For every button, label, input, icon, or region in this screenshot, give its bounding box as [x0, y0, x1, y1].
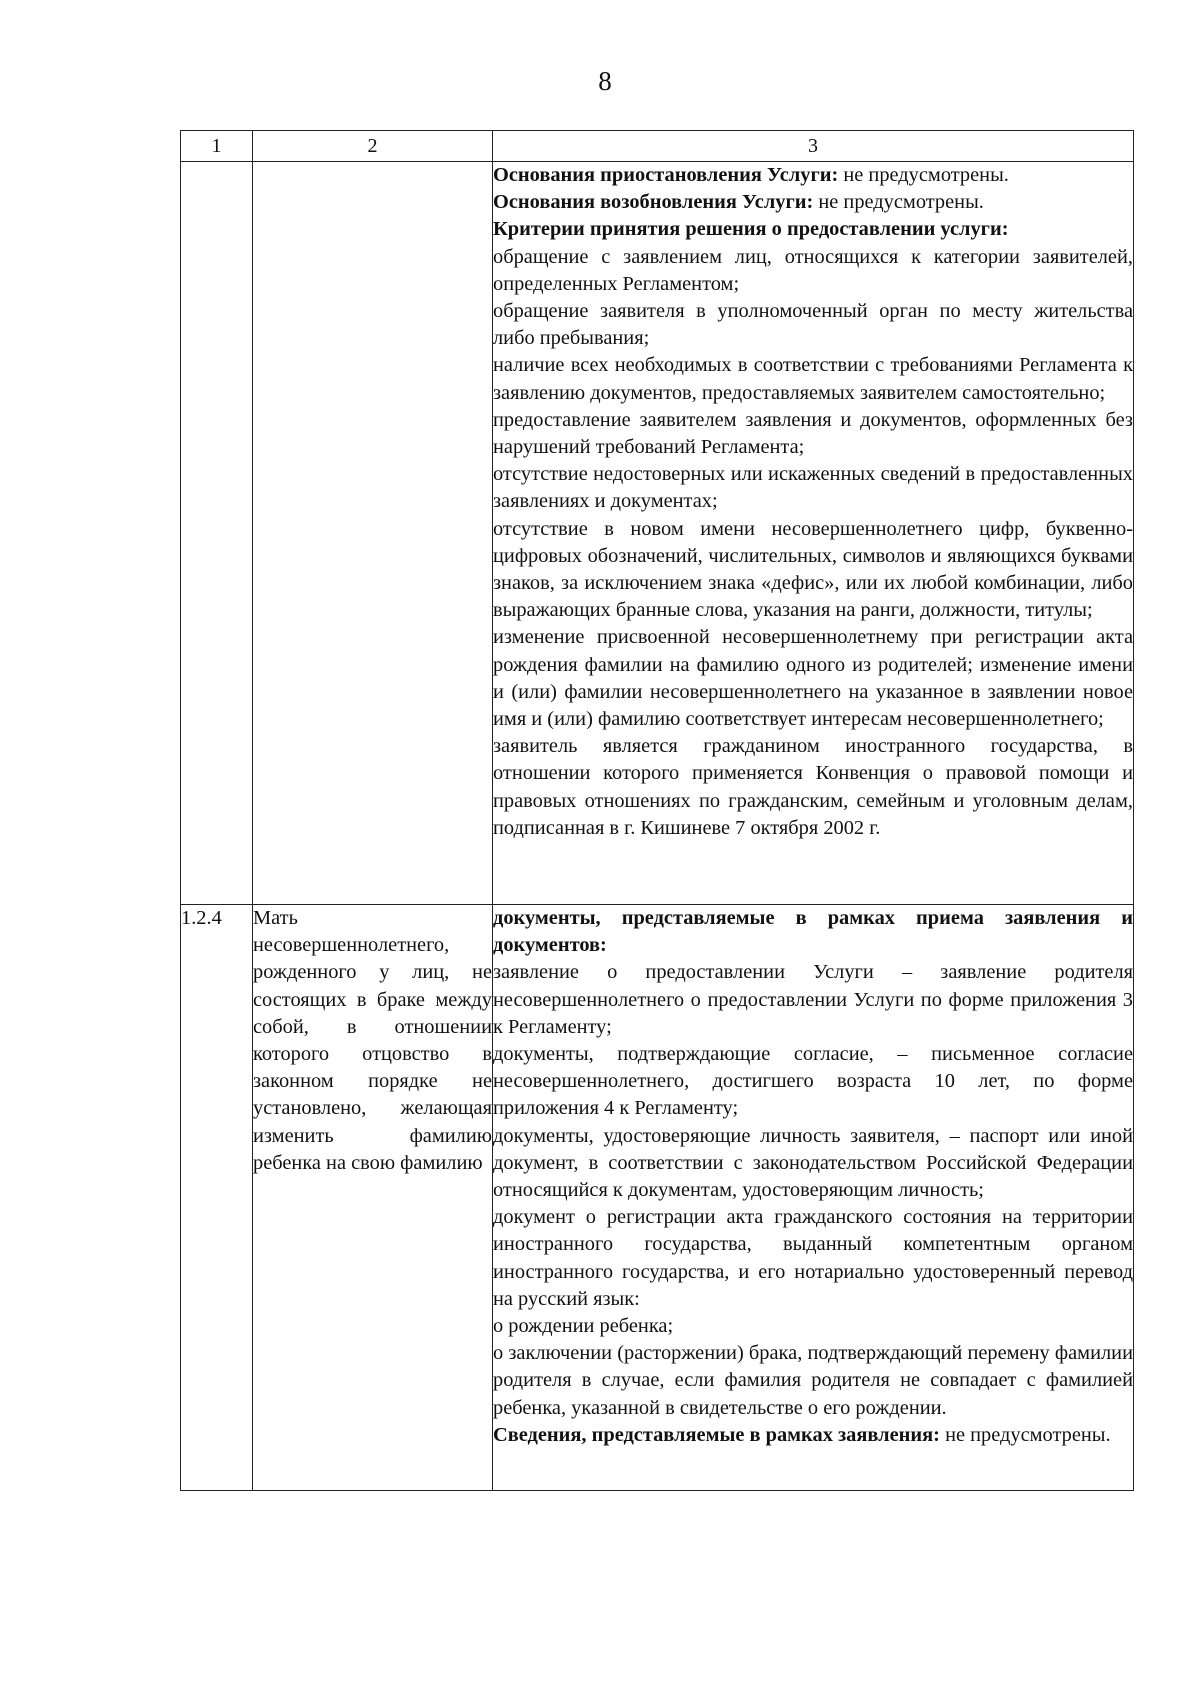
requirement-paragraph — [493, 162, 1133, 189]
row-b-documents-cell — [493, 905, 1134, 1491]
requirement-paragraph — [493, 1340, 1133, 1422]
paragraph-heading: Основания возобновления Услуги: — [493, 191, 814, 214]
requirement-paragraph — [493, 298, 1133, 352]
table-header-row — [181, 131, 1134, 162]
requirement-paragraph — [493, 1204, 1133, 1313]
requirement-paragraph — [493, 216, 1133, 243]
requirement-paragraph — [493, 189, 1133, 216]
paragraph-heading: Сведения, представляемые в рамках заявления: — [493, 1423, 940, 1446]
row-a-requirements-cell — [493, 162, 1134, 905]
paragraph-text: отсутствие недостоверных или искаженных сведений в предоставленных заявлениях и документах; — [493, 463, 1133, 513]
paragraph-heading: документы, представляемые в рамках приема заявления и документов: — [493, 907, 1133, 957]
requirement-paragraph — [493, 1422, 1133, 1449]
paragraph-text: изменение присвоенной несовершеннолетнему при регистрации акта рождения фамилии на фамилию одного из родителей; изменение имени и (или) фамилии несовершеннолетнего на указанное в заявлении новое имя и (или) фамилию соответствует интересам несовершеннолетнего; — [493, 626, 1133, 731]
requirement-paragraph — [493, 1313, 1133, 1340]
row-b-documents-list — [493, 905, 1133, 1449]
column-number-3: 3 — [493, 131, 1134, 162]
requirement-paragraph — [493, 1123, 1133, 1205]
table-row — [181, 905, 1134, 1491]
paragraph-text: обращение с заявлением лиц, относящихся к категории заявителей, определенных Регламентом; — [493, 245, 1133, 295]
paragraph-text: документы, подтверждающие согласие, – письменное согласие несовершеннолетнего, достигшего возраста 10 лет, по форме приложения 4 к Регламенту; — [493, 1043, 1133, 1120]
requirement-paragraph — [493, 905, 1133, 959]
paragraph-text: обращение заявителя в уполномоченный орган по месту жительства либо пребывания; — [493, 300, 1133, 350]
paragraph-text: о заключении (расторжении) брака, подтверждающий перемену фамилии родителя в случае, если фамилия родителя не совпадает с фамилией ребенка, указанной в свидетельстве о его рождении. — [493, 1342, 1133, 1419]
row-a-number-cell — [181, 162, 253, 905]
requirement-paragraph — [493, 461, 1133, 515]
paragraph-heading: Основания приостановления Услуги: — [493, 164, 839, 186]
page-number: 8 — [598, 66, 612, 96]
paragraph-text: заявитель является гражданином иностранного государства, в отношении которого применяется Конвенция о правовой помощи и правовых отношениях по гражданским, семейным и уголовным делам, подписанная в г. Кишиневе 7 октября 2002 г. — [493, 735, 1133, 839]
row-b-number-cell: 1.2.4 — [181, 905, 253, 1491]
paragraph-text: наличие всех необходимых в соответствии с требованиями Регламента к заявлению документов, предоставляемых заявителем самостоятельно; — [493, 354, 1133, 404]
paragraph-text: документ о регистрации акта гражданского состояния на территории иностранного государства, выданный компетентным органом иностранного государства, и его нотариально удостоверенный перевод на русский язык: — [493, 1206, 1133, 1310]
column-number-2: 2 — [253, 131, 493, 162]
paragraph-heading: Критерии принятия решения о предоставлении услуги: — [493, 218, 1009, 241]
paragraph-text: не предусмотрены. — [813, 191, 984, 214]
requirement-paragraph — [493, 516, 1133, 625]
requirement-paragraph — [493, 352, 1133, 406]
requirement-paragraph — [493, 244, 1133, 298]
requirement-paragraph — [493, 959, 1133, 1041]
paragraph-text: не предусмотрены. — [838, 164, 1009, 186]
paragraph-text: не предусмотрены. — [939, 1423, 1111, 1446]
row-a-requirements-list — [493, 162, 1133, 842]
column-number-1: 1 — [181, 131, 253, 162]
requirement-paragraph — [493, 624, 1133, 733]
paragraph-text: о рождении ребенка; — [493, 1315, 674, 1338]
paragraph-text: отсутствие в новом имени несовершеннолетнего цифр, буквенно-цифровых обозначений, числительных, символов и являющихся буквами знаков, за исключением знака «дефис», или их любой комбинации, либо выражающих бранные слова, указания на ранги, должности, титулы; — [493, 517, 1133, 622]
row-b-applicant-cell: Мать несовершеннолетнего, рожденного у лиц, не состоящих в браке между собой, в отношении которого отцовство в законном порядке не установлено, желающая изменить фамилию ребенка на свою фамилию — [253, 905, 493, 1491]
paragraph-text: предоставление заявителем заявления и документов, оформленных без нарушений требований Регламента; — [493, 408, 1133, 459]
paragraph-text: заявление о предоставлении Услуги – заявление родителя несовершеннолетнего о предоставлении Услуги по форме приложения 3 к Регламенту; — [493, 961, 1133, 1038]
row-a-applicant-cell — [253, 162, 493, 905]
requirement-paragraph — [493, 733, 1133, 842]
requirement-paragraph — [493, 1041, 1133, 1123]
paragraph-text: документы, удостоверяющие личность заявителя, – паспорт или иной документ, в соответствии с законодательством Российской Федерации относящийся к документам, удостоверяющим личность; — [493, 1124, 1133, 1202]
requirement-paragraph — [493, 407, 1133, 461]
service-table — [180, 130, 1134, 1491]
table-row — [181, 162, 1134, 905]
